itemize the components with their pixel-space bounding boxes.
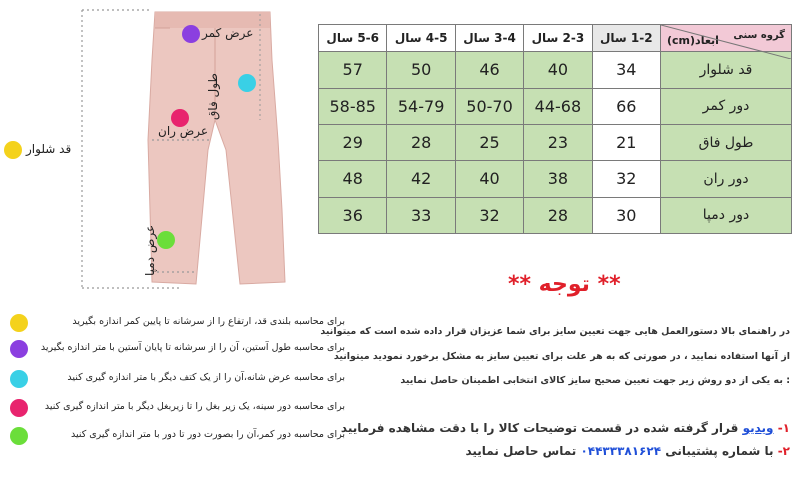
- age-group-header: 1-2 سال: [592, 25, 660, 52]
- table-cell: 46: [455, 52, 523, 88]
- table-cell: 38: [524, 161, 592, 197]
- table-cell: 30: [592, 197, 660, 233]
- row-label: طول فاق: [661, 124, 792, 160]
- table-cell: 32: [455, 197, 523, 233]
- table-cell: 29: [319, 124, 387, 160]
- age-group-header: 4-5 سال: [387, 25, 455, 52]
- row-label: قد شلوار: [661, 52, 792, 88]
- waist-dot: [182, 25, 200, 43]
- table-row: [319, 161, 792, 197]
- length-dot: [4, 141, 22, 159]
- item-text: قرار گرفته شده در قسمت توضیحات کالا را با دقت مشاهده فرمایید: [340, 421, 739, 435]
- notice-title: ** توجه **: [508, 272, 621, 297]
- hem-dot: [157, 231, 175, 249]
- table-cell: 57: [319, 52, 387, 88]
- notice-item-phone: [350, 444, 790, 458]
- table-cell: 40: [455, 161, 523, 197]
- table-row: [319, 197, 792, 233]
- legend-text: برای محاسبه دور کمر،آن را بصورت دور تا دور با متر اندازه گیری کنید: [70, 429, 345, 440]
- video-link[interactable]: ویدیو: [742, 421, 774, 435]
- rise-dot: [238, 74, 256, 92]
- table-cell: 54-79: [387, 88, 455, 124]
- table-cell: 42: [387, 161, 455, 197]
- table-cell: 21: [592, 124, 660, 160]
- pants-diagram: [60, 0, 320, 300]
- age-group-header: 5-6 سال: [319, 25, 387, 52]
- table-cell: 25: [455, 124, 523, 160]
- item-text: تماس حاصل نمایید: [465, 444, 577, 458]
- table-cell: 23: [524, 124, 592, 160]
- table-cell: 40: [524, 52, 592, 88]
- age-group-header: 2-3 سال: [524, 25, 592, 52]
- cyan-dot-icon: [10, 370, 28, 388]
- item-number: ۲-: [777, 444, 790, 458]
- yellow-dot-icon: [10, 314, 28, 332]
- legend-text: برای محاسبه بلندی قد، ارتفاع را از سرشانه تا پایین کمر اندازه بگیرید: [72, 316, 345, 327]
- row-label: دور ران: [661, 161, 792, 197]
- item-text: با شماره پشتیبانی: [665, 444, 774, 458]
- green-dot-icon: [10, 427, 28, 445]
- table-cell: 48: [319, 161, 387, 197]
- table-cell: 36: [319, 197, 387, 233]
- table-header-row: [319, 25, 792, 52]
- table-cell: 50: [387, 52, 455, 88]
- row-label: دور دمپا: [661, 197, 792, 233]
- item-number: ۱-: [777, 421, 790, 435]
- notice-item-video: [340, 421, 790, 435]
- table-row: [319, 88, 792, 124]
- legend-text: برای محاسبه دور سینه، یک زیر بغل را تا زیربغل دیگر با متر اندازه گیری کنید: [44, 401, 345, 412]
- notice-line: : به یکی از دو روش زیر جهت تعیین صحیح سایز کالای انتخابی اطمینان حاصل نمایید: [400, 375, 790, 386]
- rise-label: طول فاق: [206, 73, 220, 120]
- legend-text: برای محاسبه طول آستین، آن را از سرشانه تا پایان آستین با متر اندازه بگیرید: [40, 342, 345, 353]
- table-cell: 34: [592, 52, 660, 88]
- table-cell: 44-68: [524, 88, 592, 124]
- table-cell: 28: [524, 197, 592, 233]
- size-table: [318, 24, 792, 234]
- notice-line: از آنها استفاده نمایید ، در صورتی که به هر علت برای تعیین سایز به مشکل برخورد نمودید میتوانید: [333, 351, 790, 362]
- table-cell: 50-70: [455, 88, 523, 124]
- waist-label: عرض کمر: [202, 26, 254, 40]
- table-cell: 66: [592, 88, 660, 124]
- table-cell: 32: [592, 161, 660, 197]
- table-cell: 28: [387, 124, 455, 160]
- thigh-label: عرض ران: [158, 124, 209, 138]
- length-label: قد شلوار: [26, 142, 72, 156]
- table-cell: 33: [387, 197, 455, 233]
- age-group-header: 3-4 سال: [455, 25, 523, 52]
- table-row: [319, 124, 792, 160]
- hem-label: عرض دمپا: [143, 224, 157, 276]
- row-label: دور کمر: [661, 88, 792, 124]
- legend-text: برای محاسبه عرض شانه،آن را از یک کتف دیگر با متر اندازه گیری کنید: [67, 372, 345, 383]
- notice-line: در راهنمای بالا دستورالعمل هایی جهت تعیین سایز برای شما عزیزان قرار داده شده است که میتوانید: [320, 326, 790, 337]
- table-corner-cell: گروه سنی ابعاد(cm): [661, 25, 792, 52]
- phone-number[interactable]: ۰۴۴۳۳۳۸۱۶۲۴: [580, 444, 662, 458]
- table-cell: 58-85: [319, 88, 387, 124]
- purple-dot-icon: [10, 340, 28, 358]
- pink-dot-icon: [10, 399, 28, 417]
